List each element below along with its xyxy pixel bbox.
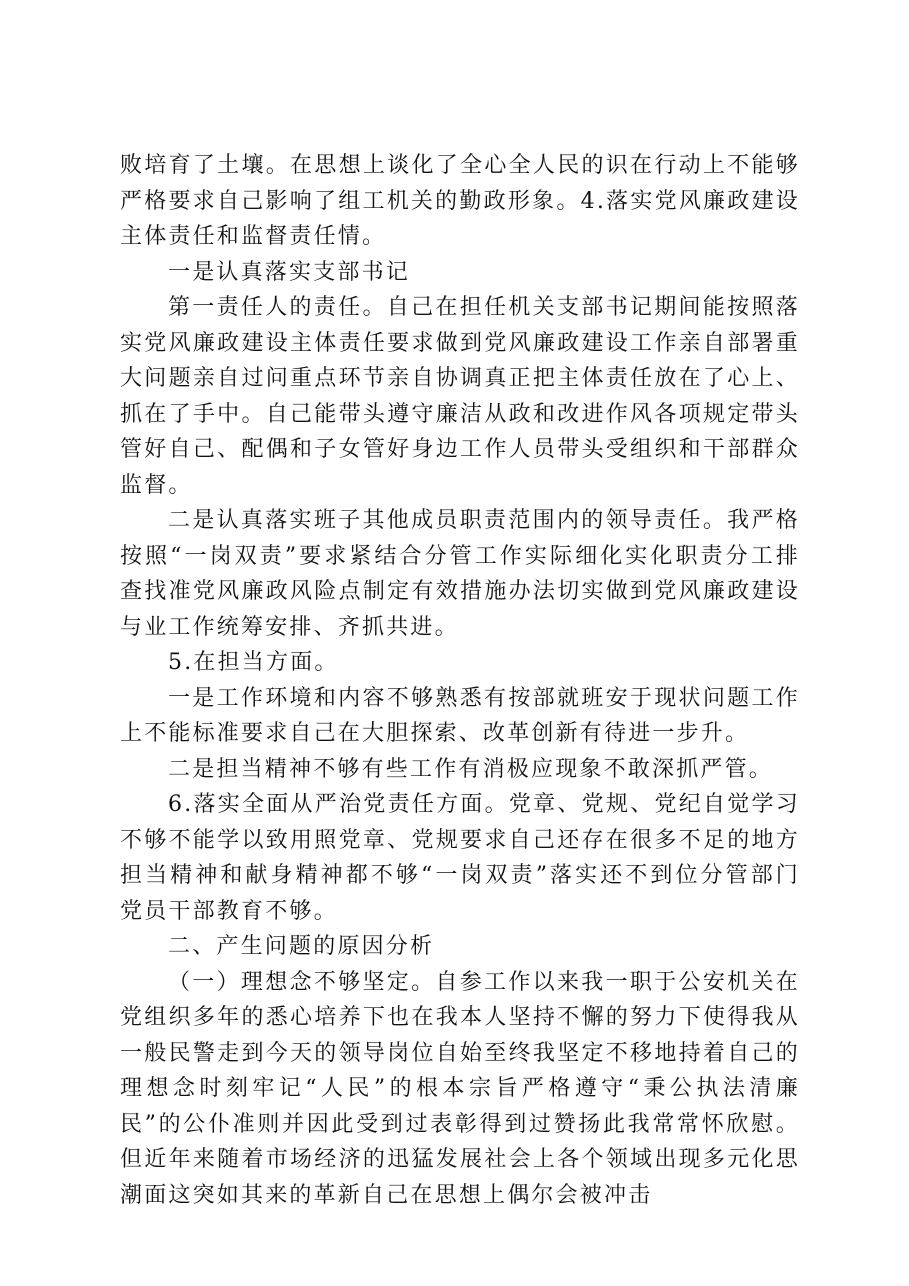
document-body [120, 148, 800, 1213]
paragraph-7: 二是担当精神不够有些工作有消极应现象不敢深抓严管。 [168, 756, 774, 782]
paragraph-8: 6.落实全面从严治党责任方面。党章、党规、党纪自觉学习不够不能学以致用照党章、党规要求自己还存在很多不足的地方担当精神和献身精神都不够“一岗双责”落实还不到位分管部门党员干部教育不够。 [120, 792, 800, 924]
paragraph-3: 第一责任人的责任。自己在担任机关支部书记期间能按照落实党风廉政建设主体责任要求做到党风廉政建设工作亲自部署重大问题亲自过问重点环节亲自协调真正把主体责任放在了心上、抓在了手中。自己能带头遵守廉洁从政和改进作风各项规定带头管好自己、配偶和子女管好身边工作人员带头受组织和干部群众监督。 [120, 295, 800, 498]
section-heading-cause-analysis: 二、产生问题的原因分析 [168, 934, 435, 959]
paragraph-1: 败培育了土壤。在思想上谈化了全心全人民的识在行动上不能够严格要求自己影响了组工机关的勤政形象。4.落实党风廉政建设主体责任和监督责任情。 [120, 153, 800, 249]
section-heading-5: 5.在担当方面。 [168, 650, 339, 675]
paragraph-2: 一是认真落实支部书记 [168, 259, 411, 285]
paragraph-10: （一）理想念不够坚定。自参工作以来我一职于公安机关在党组织多年的悉心培养下也在我本人坚持不懈的努力下使得我从一般民警走到今天的领导岗位自始至终我坚定不移地持着自己的理想念时刻牢记“人民”的根本宗旨严格遵守“秉公执法清廉民”的公仆准则并因此受到过表彰得到过赞扬此我常常怀欣慰。但近年来随着市场经济的迅猛发展社会上各个领域出现多元化思潮面这突如其来的革新自己在思想上偶尔会被冲击 [120, 969, 800, 1208]
paragraph-4: 二是认真落实班子其他成员职责范围内的领导责任。我严格按照“一岗双责”要求紧结合分管工作实际细化实化职责分工排查找准党风廉政风险点制定有效措施办法切实做到党风廉政建设与业工作统筹安排、齐抓共进。 [120, 508, 800, 640]
paragraph-6: 一是工作环境和内容不够熟悉有按部就班安于现状问题工作上不能标准要求自己在大胆探索、改革创新有待进一步升。 [120, 685, 800, 746]
